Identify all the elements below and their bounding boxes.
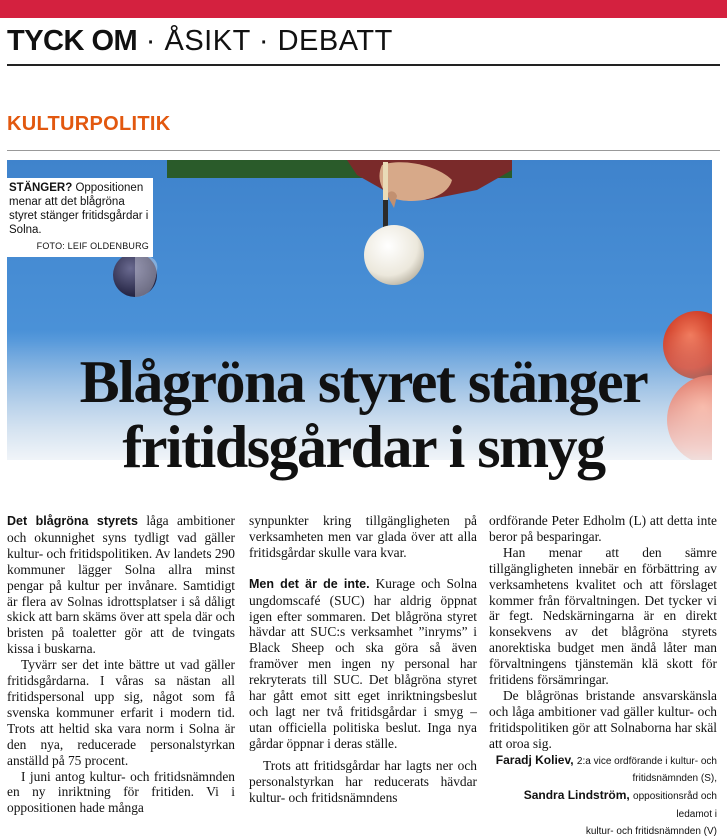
photo-credit: FOTO: LEIF OLDENBURG xyxy=(36,241,149,251)
paragraph-text: låga ambitioner och okunnighet syns tydligt vad gäller kultur- och fritidspolitiken. Av landets 290 kommuner lägger Solna allra minst pengar på kultur per invånare. Samtidigt är flera av Solnas idrottsplatser i så dåligt skick att barn skäms över att spela där och bristen på toaletter gör att de tvingats kissa i buskarna. xyxy=(7,513,235,657)
body-paragraph: Tyvärr ser det inte bättre ut vad gäller fritidsgårdarna. I våras sa nästan all fritidspersonal upp sig, något som få svenska kommuner erfarit i modern tid. Trots att heltid ska vara norm i Solna är den nya, reducerade personalstyrkan anställd på 75 procent. xyxy=(7,657,235,768)
signature-name: Sandra Lindström, xyxy=(523,787,630,802)
body-paragraph: I juni antog kultur- och fritidsnämnden en ny inriktning för fritiden. Vi i oppositionen hade många xyxy=(7,768,235,816)
signature-line xyxy=(489,752,717,770)
signature-role-cont: fritidsnämnden (S), xyxy=(632,772,717,784)
kicker-rule xyxy=(7,150,720,151)
section-label-primary: TYCK OM xyxy=(7,25,138,57)
section-label-opinion: ÅSIKT xyxy=(164,25,251,57)
body-paragraph: Han menar att den sämre tillgängligheten innebär en förbättring av verksamhetens kvalitet och att förslaget kommer från förvaltningen. Det tycker vi är fegt. Nedskärningarna är en direkt konsekvens av det blågröna styrets anorektiska budget men ändå låter man förvaltningens tjänstemän klä skott för fritidens försämringar. xyxy=(489,544,717,688)
body-column-2 xyxy=(249,513,477,805)
signature-block xyxy=(489,752,717,840)
body-column-3 xyxy=(489,513,717,840)
paragraph-lead: Det blågröna styrets xyxy=(7,514,138,528)
signature-line xyxy=(489,787,717,823)
header-rule xyxy=(7,64,720,66)
signature-role: 2:a vice ordförande i kultur- och xyxy=(576,755,717,767)
body-paragraph: ordförande Peter Edholm (L) att detta inte beror på besparingar. xyxy=(489,513,717,544)
paragraph-text: Kurage och Solna ungdomscafé (SUC) har aldrig öppnat igen efter sommaren. Det blågröna styret hävdar att SUC:s verksamhet ”inryms” i Black Sheep och ska göra så även framöver men ingen ny personal har rekryterats till SUC. Det blågröna styret har gått emot sitt eget inriktningsbeslut och lagt ner två fritidsgårdar i smyg – utan officiella politiska beslut. Inga nya gårdar öppnar i deras ställe. xyxy=(249,575,477,751)
caption-lead: STÄNGER? xyxy=(9,182,73,194)
signature-role-cont: kultur- och fritidsnämnden (V) xyxy=(585,825,717,837)
body-paragraph xyxy=(7,513,235,657)
article-kicker: KULTURPOLITIK xyxy=(7,113,171,135)
top-color-bar xyxy=(0,0,727,18)
section-separator-2: · xyxy=(250,25,278,57)
body-paragraph: De blågrönas bristande ansvarskänsla och låga ambitioner vad gäller kultur- och fritidspolitiken gör att Solnaborna har skäl att oroa sig. xyxy=(489,687,717,751)
section-header xyxy=(7,23,393,59)
body-paragraph: Trots att fritidsgårdar har lagts ner och personalstyrkan har reducerats hävdar kultur- och fritidsnämndens xyxy=(249,757,477,805)
headline-line-2: fritidsgårdar i smyg xyxy=(122,414,605,480)
signature-name: Faradj Koliev, xyxy=(495,752,574,767)
signature-role: oppositionsråd och ledamot i xyxy=(633,790,717,820)
section-label-debate: DEBATT xyxy=(277,25,393,57)
caption-text: Oppositionen menar att det blågröna styret stänger fritidsgårdar i Solna. xyxy=(9,182,149,236)
paragraph-lead: Men det är de inte. xyxy=(249,576,370,591)
photo-caption xyxy=(7,178,153,257)
body-paragraph: synpunkter kring tillgängligheten på verksamheten men var glada över att alla fritidsgårdar skulle vara kvar. xyxy=(249,513,477,560)
body-paragraph xyxy=(249,576,477,752)
body-column-1 xyxy=(7,513,235,816)
headline-line-1: Blågröna styret stänger xyxy=(79,349,648,415)
headline xyxy=(7,350,720,480)
section-separator: · xyxy=(137,25,165,57)
